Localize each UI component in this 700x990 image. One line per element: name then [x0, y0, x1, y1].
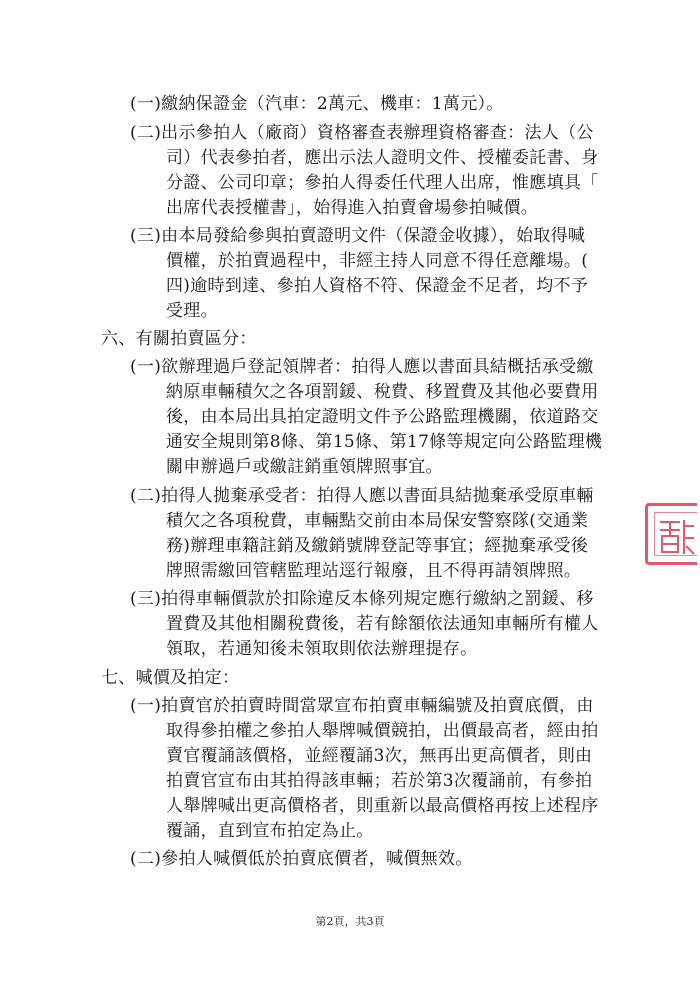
text-line: 置費及其他相關稅費後，若有餘額依法通知車輛所有權人	[166, 614, 599, 634]
text-line: 受理。	[166, 301, 218, 321]
text-line: (一)繳納保證金（汽車：2萬元、機車：1萬元）。	[130, 94, 504, 114]
text-line: 分證、公司印章；參拍人得委任代理人出席，惟應填具「	[166, 173, 599, 193]
text-line: (三)由本局發給參與拍賣證明文件（保證金收據），始取得喊	[130, 226, 586, 246]
page-footer: 第2頁，共3頁	[315, 915, 385, 928]
text-line: 納原車輛積欠之各項罰鍰、稅費、移置費及其他必要費用	[166, 382, 599, 402]
text-line: 價權，於拍賣過程中，非經主持人同意不得任意離場。(	[166, 251, 589, 271]
text-line: 拍賣官宣布由其拍得該車輛；若於第3次覆誦前，有參拍	[166, 771, 593, 791]
text-line: 關申辦過戶或繳註銷重領牌照事宜。	[166, 457, 443, 477]
red-seal-stamp	[645, 503, 697, 565]
text-line: (一)拍賣官於拍賣時間當眾宣布拍賣車輛編號及拍賣底價，由	[130, 696, 594, 716]
text-line: 牌照需繳回管轄監理站逕行報廢，且不得再請領牌照。	[166, 561, 582, 581]
text-line: 積欠之各項稅費，車輛點交前由本局保安警察隊(交通業	[166, 511, 589, 531]
text-line: 出席代表授權書」，始得進入拍賣會場參拍喊價。	[166, 198, 539, 218]
text-line: (二)出示參拍人（廠商）資格審查表辦理資格審查：法人（公	[130, 123, 594, 143]
text-line: 六、有關拍賣區分：	[101, 329, 257, 349]
text-line: 通安全規則第8條、第15條、第17條等規定向公路監理機	[166, 432, 603, 452]
text-line: (三)拍得車輛價款於扣除違反本條列規定應行繳納之罰鍰、移	[130, 589, 594, 609]
text-line: 取得參拍權之參拍人舉牌喊價競拍，出價最高者，經由拍	[166, 721, 599, 741]
text-line: (二)參拍人喊價低於拍賣底價者，喊價無效。	[130, 849, 473, 869]
text-line: 覆誦，直到宣布拍定為止。	[166, 821, 374, 841]
text-line: (二)拍得人拋棄承受者：拍得人應以書面具結拋棄承受原車輛	[130, 486, 594, 506]
text-line: 務)辦理車籍註銷及繳銷號牌登記等事宜；經拋棄承受後	[166, 536, 589, 556]
text-line: (一)欲辦理過戶登記領牌者：拍得人應以書面具結概括承受繳	[130, 357, 594, 377]
text-line: 四)逾時到達、參拍人資格不符、保證金不足者，均不予	[166, 276, 589, 296]
text-line: 領取，若通知後未領取則依法辦理提存。	[166, 639, 478, 659]
text-line: 後，由本局出具拍定證明文件予公路監理機關，依道路交	[166, 407, 599, 427]
text-line: 人舉牌喊出更高價格者，則重新以最高價格再按上述程序	[166, 796, 599, 816]
text-line: 七、喊價及拍定：	[101, 668, 240, 688]
text-line: 司）代表參拍者，應出示法人證明文件、授權委託書、身	[166, 148, 599, 168]
text-line: 賣官覆誦該價格，並經覆誦3次，無再出更高價者，則由	[166, 746, 593, 766]
